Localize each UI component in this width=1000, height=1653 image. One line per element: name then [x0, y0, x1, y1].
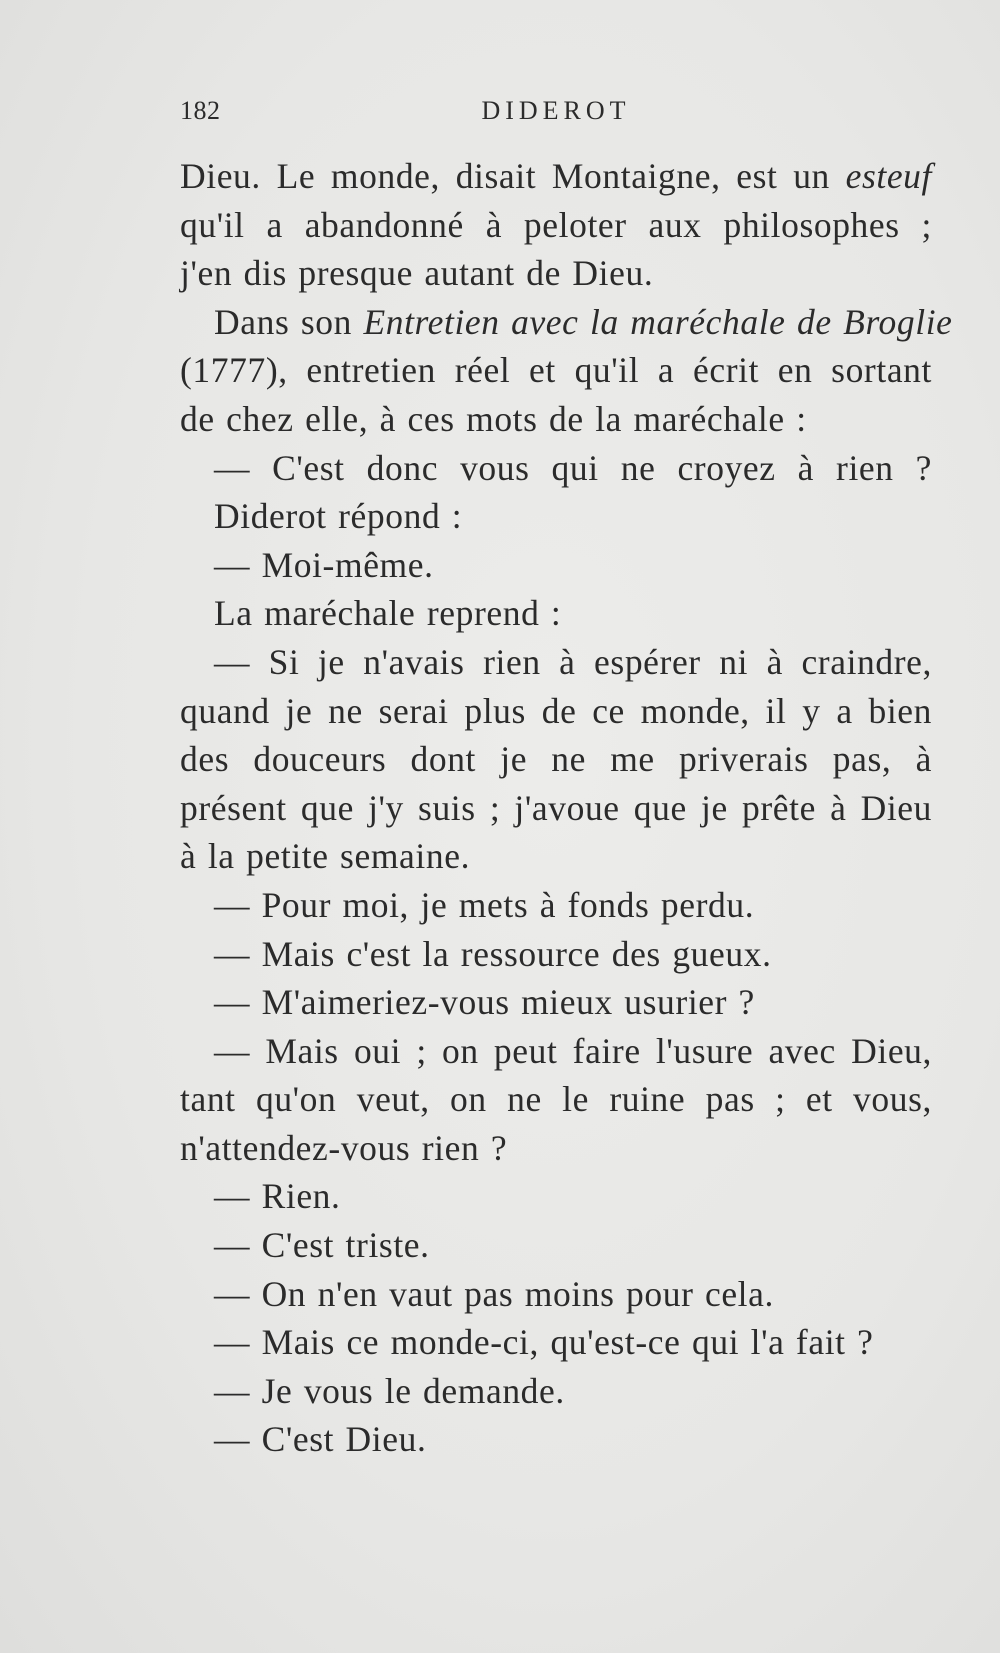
dialogue-line: — M'aimeriez-vous mieux usurier ?: [214, 982, 755, 1023]
text-line: Dieu. Le monde, disait Montaigne, est un esteuf: [180, 156, 932, 196]
text-line: j'en dis presque autant de Dieu.: [180, 253, 654, 294]
text-line: n'attendez-vous rien ?: [180, 1127, 508, 1168]
dialogue-line: — Moi-même.: [214, 544, 434, 585]
dialogue-line: — Si je n'avais rien à espérer ni à craindre,: [214, 641, 932, 682]
text-line: (1777), entretien réel et qu'il a écrit en sortant: [180, 350, 932, 391]
book-title-italic: Entretien avec la maréchale de Broglie: [363, 301, 953, 342]
text-line: des douceurs dont je ne me priverais pas, à: [180, 739, 932, 780]
dialogue-line: — Pour moi, je mets à fonds perdu.: [214, 884, 755, 925]
dialogue-line: — Mais ce monde-ci, qu'est-ce qui l'a fait ?: [214, 1322, 874, 1363]
text-line: La maréchale reprend :: [214, 593, 562, 634]
dialogue-line: — C'est Dieu.: [214, 1419, 427, 1460]
text-line: tant qu'on veut, on ne le ruine pas ; et vous,: [180, 1079, 932, 1120]
dialogue-line: — On n'en vaut pas moins pour cela.: [214, 1273, 774, 1314]
dialogue-line: — Je vous le demande.: [214, 1370, 565, 1411]
text-line: à la petite semaine.: [180, 836, 471, 877]
italic-word: esteuf: [845, 156, 932, 196]
page-header: [180, 96, 932, 136]
text-line: Diderot répond :: [214, 496, 463, 537]
running-title: DIDEROT: [481, 96, 631, 125]
text-line: de chez elle, à ces mots de la maréchale :: [180, 398, 807, 439]
dialogue-line: — C'est triste.: [214, 1225, 430, 1266]
body-text: [180, 152, 953, 1464]
text-line: Dans son Entretien avec la maréchale de Broglie: [214, 301, 953, 342]
page-number: 182: [180, 96, 221, 125]
dialogue-line: — Mais oui ; on peut faire l'usure avec Dieu,: [214, 1030, 932, 1071]
text-line: quand je ne serai plus de ce monde, il y a bien: [180, 690, 932, 731]
dialogue-line: — Rien.: [214, 1176, 341, 1217]
dialogue-line: — Mais c'est la ressource des gueux.: [214, 933, 772, 974]
dialogue-line: — C'est donc vous qui ne croyez à rien ?: [214, 447, 932, 488]
text-line: présent que j'y suis ; j'avoue que je prête à Dieu: [180, 787, 932, 828]
text-line: qu'il a abandonné à peloter aux philosophes ;: [180, 204, 932, 245]
